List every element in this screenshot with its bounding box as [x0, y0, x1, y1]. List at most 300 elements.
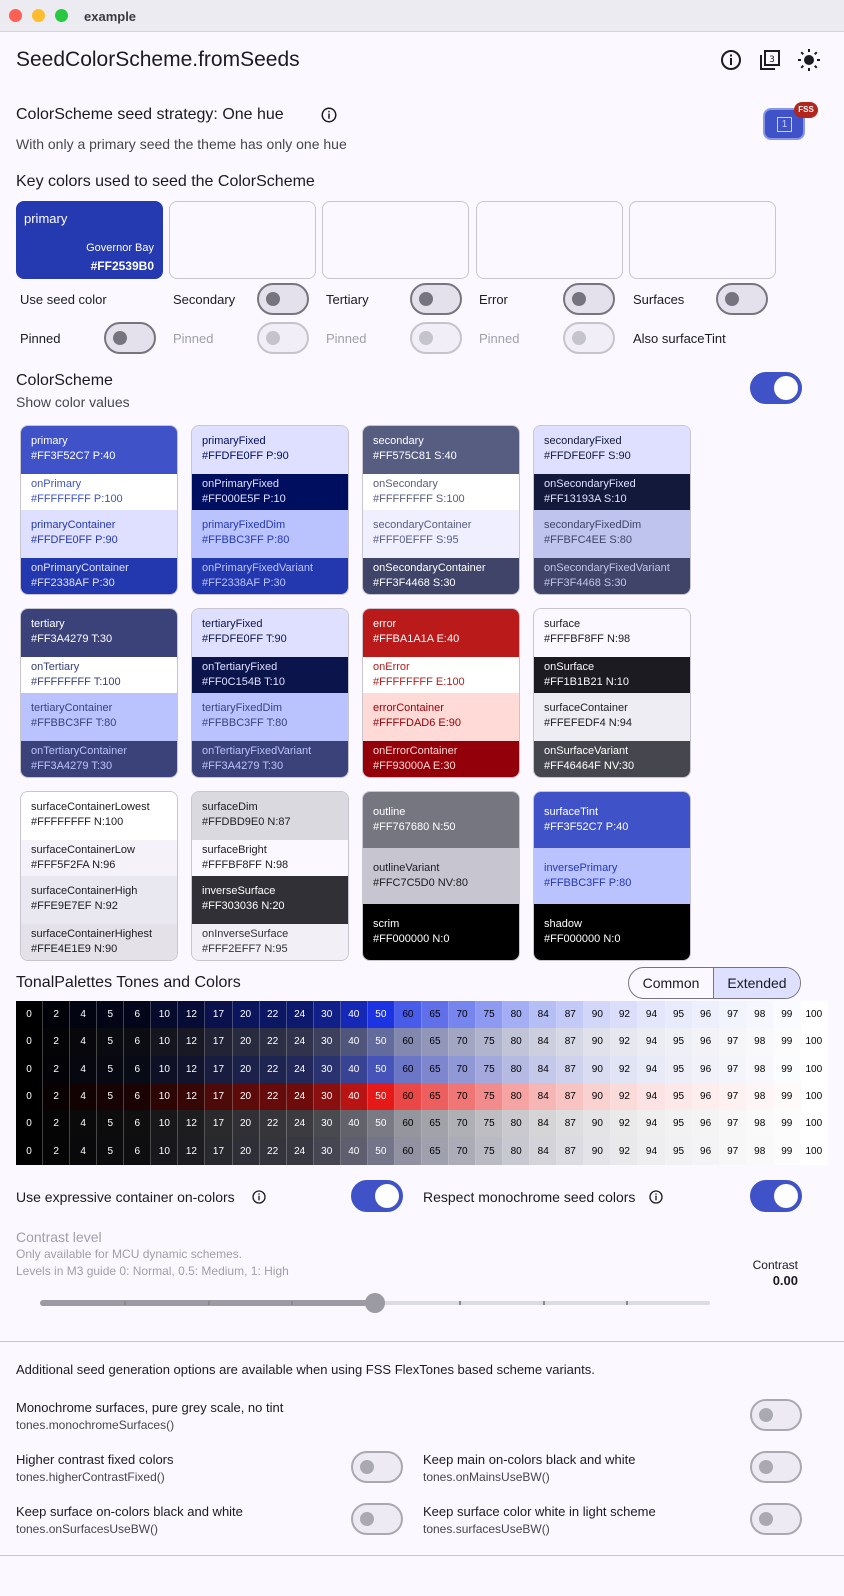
tone-cell[interactable]: 65 [422, 1056, 449, 1083]
tone-cell[interactable]: 98 [747, 1137, 774, 1164]
tone-cell[interactable]: 50 [368, 1137, 395, 1164]
tone-cell[interactable]: 4 [70, 1083, 97, 1110]
tone-cell[interactable]: 12 [178, 1028, 205, 1055]
tone-cell[interactable]: 60 [395, 1056, 422, 1083]
tone-cell[interactable]: 40 [341, 1056, 368, 1083]
tone-cell[interactable]: 4 [70, 1028, 97, 1055]
color-swatch-surfaceContainerHighest[interactable] [21, 924, 177, 961]
tone-cell[interactable]: 98 [747, 1110, 774, 1137]
tone-cell[interactable]: 75 [476, 1083, 503, 1110]
color-role-value: #FF000E5F P:10 [202, 493, 286, 505]
tone-cell[interactable]: 0 [16, 1110, 43, 1137]
color-swatch-secondaryFixedDim[interactable] [534, 510, 690, 558]
tone-cell[interactable]: 5 [97, 1056, 124, 1083]
color-role-value: #FF0C154B T:10 [202, 676, 285, 688]
tone-cell[interactable]: 87 [557, 1001, 584, 1028]
color-swatch-onInverseSurface[interactable] [192, 924, 348, 961]
tone-cell[interactable]: 96 [693, 1028, 720, 1055]
tone-cell[interactable]: 12 [178, 1056, 205, 1083]
tone-cell[interactable]: 98 [747, 1001, 774, 1028]
expressive-info-icon[interactable] [251, 1189, 267, 1205]
color-swatch-onSecondary[interactable] [363, 474, 519, 510]
contrast-slider-handle[interactable] [365, 1293, 385, 1313]
color-role-name: onPrimaryFixedVariant [202, 562, 314, 574]
color-role-name: surfaceTint [544, 806, 599, 818]
color-role-name: onError [373, 661, 410, 673]
tone-cell[interactable]: 95 [666, 1056, 693, 1083]
tone-cell[interactable]: 98 [747, 1028, 774, 1055]
tone-cell[interactable]: 70 [449, 1083, 476, 1110]
tone-cell[interactable]: 12 [178, 1001, 205, 1028]
color-swatch-surfaceDim[interactable] [192, 792, 348, 840]
tone-cell[interactable]: 90 [584, 1083, 611, 1110]
tone-cell[interactable]: 24 [287, 1083, 314, 1110]
tone-cell[interactable]: 0 [16, 1001, 43, 1028]
secondary-seed-toggle[interactable] [257, 283, 309, 315]
tone-cell[interactable]: 30 [314, 1056, 341, 1083]
tone-cell[interactable]: 20 [233, 1056, 260, 1083]
tone-cell[interactable]: 99 [774, 1001, 801, 1028]
tone-cell[interactable]: 10 [151, 1001, 178, 1028]
color-swatch-inverseSurface[interactable] [192, 876, 348, 924]
color-swatch-secondary[interactable] [363, 426, 519, 474]
tone-cell[interactable]: 6 [124, 1110, 151, 1137]
tone-cell[interactable]: 60 [395, 1110, 422, 1137]
color-role-value: #FFFFFFFF S:100 [373, 493, 465, 505]
tone-cell[interactable]: 5 [97, 1001, 124, 1028]
tone-cell[interactable]: 22 [260, 1056, 287, 1083]
color-swatch-onTertiary[interactable] [21, 657, 177, 693]
tone-cell[interactable]: 17 [205, 1028, 232, 1055]
tone-cell[interactable]: 10 [151, 1056, 178, 1083]
strategy-info-icon[interactable] [320, 106, 338, 124]
tone-cell[interactable]: 84 [530, 1028, 557, 1055]
tone-cell[interactable]: 94 [638, 1001, 665, 1028]
tone-cell[interactable]: 6 [124, 1056, 151, 1083]
tone-cell[interactable]: 22 [260, 1137, 287, 1164]
tone-cell[interactable]: 24 [287, 1110, 314, 1137]
tone-cell[interactable]: 4 [70, 1110, 97, 1137]
tone-cell[interactable]: 50 [368, 1028, 395, 1055]
color-role-value: #FFBBC3FF T:80 [202, 717, 288, 729]
color-swatch-surfaceContainer[interactable] [534, 693, 690, 741]
tone-cell[interactable]: 100 [801, 1001, 828, 1028]
tone-cell[interactable]: 96 [693, 1110, 720, 1137]
tone-cell[interactable]: 24 [287, 1028, 314, 1055]
tone-cell[interactable]: 95 [666, 1001, 693, 1028]
tone-cell[interactable]: 6 [124, 1137, 151, 1164]
error-key-color-card[interactable] [476, 201, 623, 279]
primary-key-color-card[interactable] [16, 201, 163, 279]
scheme-card-primaryFixed [191, 425, 349, 595]
tone-cell[interactable]: 95 [666, 1083, 693, 1110]
color-swatch-surfaceContainerLow[interactable] [21, 840, 177, 876]
tone-cell[interactable]: 2 [43, 1083, 70, 1110]
primary-pinned-toggle[interactable] [104, 322, 156, 354]
tone-cell[interactable]: 10 [151, 1028, 178, 1055]
tone-cell[interactable]: 22 [260, 1001, 287, 1028]
color-swatch-onSecondaryFixedVariant[interactable] [534, 558, 690, 595]
tone-cell[interactable]: 50 [368, 1110, 395, 1137]
tone-cell[interactable]: 84 [530, 1110, 557, 1137]
tone-cell[interactable]: 96 [693, 1056, 720, 1083]
tone-cell[interactable]: 97 [720, 1110, 747, 1137]
color-swatch-onPrimary[interactable] [21, 474, 177, 510]
tone-cell[interactable]: 87 [557, 1028, 584, 1055]
tone-cell[interactable]: 4 [70, 1001, 97, 1028]
minimize-window-button[interactable] [32, 9, 45, 22]
tone-cell[interactable]: 20 [233, 1028, 260, 1055]
key-color-name: primary [24, 211, 68, 226]
color-role-name: primaryContainer [31, 519, 116, 531]
tone-cell[interactable]: 2 [43, 1028, 70, 1055]
mains-bw-toggle[interactable] [750, 1451, 802, 1483]
tone-cell[interactable]: 84 [530, 1083, 557, 1110]
contrast-label: Contrast [752, 1258, 798, 1272]
tone-cell[interactable]: 97 [720, 1083, 747, 1110]
tone-cell[interactable]: 40 [341, 1137, 368, 1164]
tone-cell[interactable]: 20 [233, 1110, 260, 1137]
tone-cell[interactable]: 84 [530, 1001, 557, 1028]
color-swatch-primaryFixedDim[interactable] [192, 510, 348, 558]
tertiary-pinned-toggle[interactable] [410, 322, 462, 354]
tone-cell[interactable]: 80 [503, 1001, 530, 1028]
surfaces-bw-toggle[interactable] [351, 1503, 403, 1535]
tone-cell[interactable]: 30 [314, 1137, 341, 1164]
tone-cell[interactable]: 84 [530, 1137, 557, 1164]
tone-cell[interactable]: 22 [260, 1028, 287, 1055]
tone-cell[interactable]: 100 [801, 1083, 828, 1110]
surface-white-toggle[interactable] [750, 1503, 802, 1535]
tone-cell[interactable]: 99 [774, 1028, 801, 1055]
tone-cell[interactable]: 30 [314, 1083, 341, 1110]
show-color-values-label: Show color values [16, 394, 130, 410]
tone-cell[interactable]: 80 [503, 1137, 530, 1164]
expressive-on-colors-toggle[interactable] [351, 1180, 403, 1212]
tone-cell[interactable]: 90 [584, 1137, 611, 1164]
tone-cell[interactable]: 94 [638, 1056, 665, 1083]
tone-cell[interactable]: 96 [693, 1083, 720, 1110]
color-swatch-onError[interactable] [363, 657, 519, 693]
color-role-name: onTertiary [31, 661, 80, 673]
tone-cell[interactable]: 97 [720, 1137, 747, 1164]
contrast-desc-1: Only available for MCU dynamic schemes. [16, 1247, 243, 1261]
tone-cell[interactable]: 6 [124, 1083, 151, 1110]
color-role-name: onSecondaryContainer [373, 562, 486, 574]
color-role-value: #FF3F52C7 P:40 [31, 450, 116, 462]
tone-cell[interactable]: 60 [395, 1001, 422, 1028]
tone-cell[interactable]: 94 [638, 1083, 665, 1110]
color-swatch-scrim[interactable] [363, 904, 519, 961]
tone-cell[interactable]: 40 [341, 1028, 368, 1055]
monochrome-info-icon[interactable] [648, 1189, 664, 1205]
tone-cell[interactable]: 60 [395, 1028, 422, 1055]
color-swatch-onPrimaryFixed[interactable] [192, 474, 348, 510]
tone-cell[interactable]: 70 [449, 1001, 476, 1028]
tone-cell[interactable]: 30 [314, 1001, 341, 1028]
color-role-value: #FF000000 N:0 [544, 933, 621, 945]
color-role-name: inverseSurface [202, 885, 276, 897]
tone-cell[interactable]: 5 [97, 1110, 124, 1137]
color-swatch-tertiaryFixedDim[interactable] [192, 693, 348, 741]
tone-cell[interactable]: 99 [774, 1083, 801, 1110]
tone-cell[interactable]: 65 [422, 1028, 449, 1055]
tone-cell[interactable]: 92 [611, 1137, 638, 1164]
contrast-slider-tick [626, 1301, 628, 1305]
tone-cell[interactable]: 12 [178, 1083, 205, 1110]
tone-cell[interactable]: 6 [124, 1028, 151, 1055]
tone-cell[interactable]: 17 [205, 1001, 232, 1028]
tone-cell[interactable]: 80 [503, 1028, 530, 1055]
tone-cell[interactable]: 92 [611, 1110, 638, 1137]
tone-cell[interactable]: 90 [584, 1110, 611, 1137]
tone-cell[interactable]: 70 [449, 1110, 476, 1137]
tone-cell[interactable]: 70 [449, 1028, 476, 1055]
tone-cell[interactable]: 5 [97, 1083, 124, 1110]
tone-cell[interactable]: 4 [70, 1056, 97, 1083]
tone-cell[interactable]: 90 [584, 1001, 611, 1028]
higher-contrast-fixed-toggle[interactable] [351, 1451, 403, 1483]
tone-cell[interactable]: 94 [638, 1110, 665, 1137]
tone-cell[interactable]: 24 [287, 1137, 314, 1164]
tone-cell[interactable]: 60 [395, 1083, 422, 1110]
tone-cell[interactable]: 0 [16, 1083, 43, 1110]
tone-cell[interactable]: 94 [638, 1137, 665, 1164]
color-swatch-primary[interactable] [21, 426, 177, 474]
color-swatch-onSecondaryContainer[interactable] [363, 558, 519, 595]
color-role-name: surface [544, 618, 581, 630]
tone-cell[interactable]: 65 [422, 1001, 449, 1028]
tone-cell[interactable]: 6 [124, 1001, 151, 1028]
color-swatch-surface[interactable] [534, 609, 690, 657]
color-swatch-onPrimaryContainer[interactable] [21, 558, 177, 595]
tone-cell[interactable]: 60 [395, 1137, 422, 1164]
monochrome-seed-label: Respect monochrome seed colors [423, 1189, 636, 1205]
tone-cell[interactable]: 90 [584, 1056, 611, 1083]
tone-cell[interactable]: 70 [449, 1137, 476, 1164]
color-swatch-surfaceContainerHigh[interactable] [21, 876, 177, 924]
color-swatch-primaryFixed[interactable] [192, 426, 348, 474]
tertiary-key-color-card[interactable] [322, 201, 469, 279]
color-swatch-secondaryContainer[interactable] [363, 510, 519, 558]
tertiary-seed-toggle[interactable] [410, 283, 462, 315]
color-swatch-shadow[interactable] [534, 904, 690, 961]
tone-cell[interactable]: 95 [666, 1028, 693, 1055]
tone-cell[interactable]: 75 [476, 1056, 503, 1083]
tone-cell[interactable]: 80 [503, 1056, 530, 1083]
tone-cell[interactable]: 99 [774, 1110, 801, 1137]
tone-cell[interactable]: 2 [43, 1137, 70, 1164]
tone-cell[interactable]: 0 [16, 1056, 43, 1083]
common-segment[interactable]: Common [629, 968, 714, 998]
color-swatch-tertiary[interactable] [21, 609, 177, 657]
color-swatch-onErrorContainer[interactable] [363, 741, 519, 778]
tone-cell[interactable]: 100 [801, 1056, 828, 1083]
tone-cell[interactable]: 20 [233, 1083, 260, 1110]
tone-cell[interactable]: 50 [368, 1083, 395, 1110]
tone-cell[interactable]: 65 [422, 1137, 449, 1164]
tone-cell[interactable]: 99 [774, 1056, 801, 1083]
tone-cell[interactable]: 97 [720, 1056, 747, 1083]
expressive-on-colors-label: Use expressive container on-colors [16, 1189, 235, 1205]
color-role-value: #FF2338AF P:30 [202, 577, 286, 589]
tone-cell[interactable]: 50 [368, 1056, 395, 1083]
contrast-desc-2: Levels in M3 guide 0: Normal, 0.5: Medium, 1: High [16, 1264, 289, 1278]
color-role-value: #FFFBF8FF N:98 [544, 633, 631, 645]
copy-scheme-icon[interactable] [758, 48, 782, 72]
monochrome-seed-toggle[interactable] [750, 1180, 802, 1212]
tone-cell[interactable]: 96 [693, 1137, 720, 1164]
color-swatch-onTertiaryFixed[interactable] [192, 657, 348, 693]
color-swatch-onSurface[interactable] [534, 657, 690, 693]
tone-cell[interactable]: 95 [666, 1110, 693, 1137]
color-role-value: #FF3A4279 T:30 [202, 760, 284, 772]
tone-cell[interactable]: 100 [801, 1028, 828, 1055]
color-role-name: shadow [544, 918, 582, 930]
surfaces-seed-toggle[interactable] [716, 283, 768, 315]
tone-cell[interactable]: 40 [341, 1110, 368, 1137]
tone-cell[interactable]: 84 [530, 1056, 557, 1083]
tone-cell[interactable]: 92 [611, 1083, 638, 1110]
tone-cell[interactable]: 5 [97, 1137, 124, 1164]
tone-cell[interactable]: 75 [476, 1137, 503, 1164]
tone-cell[interactable]: 92 [611, 1056, 638, 1083]
color-swatch-onTertiaryContainer[interactable] [21, 741, 177, 778]
color-swatch-secondaryFixed[interactable] [534, 426, 690, 474]
tone-cell[interactable]: 20 [233, 1137, 260, 1164]
tone-cell[interactable]: 92 [611, 1001, 638, 1028]
tone-cell[interactable]: 24 [287, 1001, 314, 1028]
tone-cell[interactable]: 95 [666, 1137, 693, 1164]
tone-cell[interactable]: 87 [557, 1110, 584, 1137]
scheme-card-outline [362, 791, 520, 961]
tone-cell[interactable]: 17 [205, 1137, 232, 1164]
tone-cell[interactable]: 92 [611, 1028, 638, 1055]
error-pinned-toggle[interactable] [563, 322, 615, 354]
tone-cell[interactable]: 17 [205, 1110, 232, 1137]
color-role-name: tertiaryFixedDim [202, 702, 283, 714]
color-swatch-tertiaryFixed[interactable] [192, 609, 348, 657]
tone-cell[interactable]: 40 [341, 1001, 368, 1028]
color-swatch-onSurfaceVariant[interactable] [534, 741, 690, 778]
color-role-name: onTertiaryContainer [31, 745, 127, 757]
tone-cell[interactable]: 4 [70, 1137, 97, 1164]
tone-cell[interactable]: 2 [43, 1056, 70, 1083]
color-role-name: primaryFixed [202, 435, 266, 447]
color-role-value: #FF13193A S:10 [544, 493, 627, 505]
tone-cell[interactable]: 75 [476, 1110, 503, 1137]
tone-cell[interactable]: 97 [720, 1001, 747, 1028]
tone-cell[interactable]: 0 [16, 1028, 43, 1055]
color-swatch-onSecondaryFixed[interactable] [534, 474, 690, 510]
tone-cell[interactable]: 12 [178, 1137, 205, 1164]
tone-cell[interactable]: 22 [260, 1083, 287, 1110]
tone-cell[interactable]: 100 [801, 1137, 828, 1164]
tone-cell[interactable]: 96 [693, 1001, 720, 1028]
color-role-value: #FFDFE0FF S:90 [544, 450, 631, 462]
tone-cell[interactable]: 30 [314, 1110, 341, 1137]
secondary-key-color-card[interactable] [169, 201, 316, 279]
tone-cell[interactable]: 20 [233, 1001, 260, 1028]
tone-cell[interactable]: 2 [43, 1110, 70, 1137]
tonal-palette-row [16, 1083, 828, 1110]
color-role-value: #FF575C81 S:40 [373, 450, 457, 462]
secondary-pinned-toggle[interactable] [257, 322, 309, 354]
color-swatch-inversePrimary[interactable] [534, 848, 690, 904]
tone-cell[interactable]: 98 [747, 1056, 774, 1083]
tone-cell[interactable]: 22 [260, 1110, 287, 1137]
brightness-icon[interactable] [797, 48, 821, 72]
color-swatch-onTertiaryFixedVariant[interactable] [192, 741, 348, 778]
tone-cell[interactable]: 87 [557, 1056, 584, 1083]
color-swatch-surfaceBright[interactable] [192, 840, 348, 876]
tone-cell[interactable]: 87 [557, 1137, 584, 1164]
color-swatch-surfaceTint[interactable] [534, 792, 690, 848]
tone-cell[interactable]: 75 [476, 1001, 503, 1028]
tone-cell[interactable]: 70 [449, 1056, 476, 1083]
close-window-button[interactable] [9, 9, 22, 22]
zoom-window-button[interactable] [55, 9, 68, 22]
tone-cell[interactable]: 87 [557, 1083, 584, 1110]
error-seed-toggle[interactable] [563, 283, 615, 315]
info-icon[interactable] [719, 48, 743, 72]
tone-cell[interactable]: 65 [422, 1110, 449, 1137]
tone-cell[interactable]: 10 [151, 1110, 178, 1137]
mono-surfaces-toggle[interactable] [750, 1399, 802, 1431]
color-swatch-outline[interactable] [363, 792, 519, 848]
color-role-name: error [373, 618, 397, 630]
color-role-name: secondaryFixed [544, 435, 622, 447]
color-swatch-surfaceContainerLowest[interactable] [21, 792, 177, 840]
color-swatch-error[interactable] [363, 609, 519, 657]
tone-cell[interactable]: 100 [801, 1110, 828, 1137]
color-role-name: onTertiaryFixedVariant [202, 745, 312, 757]
tone-cell[interactable]: 98 [747, 1083, 774, 1110]
tone-cell[interactable]: 65 [422, 1083, 449, 1110]
tone-cell[interactable]: 12 [178, 1110, 205, 1137]
tone-cell[interactable]: 5 [97, 1028, 124, 1055]
surfaces-key-color-card[interactable] [629, 201, 776, 279]
tone-cell[interactable]: 40 [341, 1083, 368, 1110]
tone-cell[interactable]: 10 [151, 1137, 178, 1164]
tone-cell[interactable]: 17 [205, 1083, 232, 1110]
tone-cell[interactable]: 2 [43, 1001, 70, 1028]
tone-cell[interactable]: 97 [720, 1028, 747, 1055]
higher-contrast-fixed-title: Higher contrast fixed colors [16, 1452, 174, 1467]
tone-cell[interactable]: 94 [638, 1028, 665, 1055]
tone-cell[interactable]: 24 [287, 1056, 314, 1083]
tone-cell[interactable]: 90 [584, 1028, 611, 1055]
tone-cell[interactable]: 10 [151, 1083, 178, 1110]
color-swatch-primaryContainer[interactable] [21, 510, 177, 558]
color-swatch-errorContainer[interactable] [363, 693, 519, 741]
show-color-values-toggle[interactable] [750, 372, 802, 404]
tone-cell[interactable]: 75 [476, 1028, 503, 1055]
color-swatch-tertiaryContainer[interactable] [21, 693, 177, 741]
tone-cell[interactable]: 80 [503, 1083, 530, 1110]
tone-cell[interactable]: 50 [368, 1001, 395, 1028]
tone-cell[interactable]: 17 [205, 1056, 232, 1083]
extended-segment[interactable]: Extended [714, 968, 800, 998]
color-swatch-onPrimaryFixedVariant[interactable] [192, 558, 348, 595]
tone-cell[interactable]: 80 [503, 1110, 530, 1137]
primary-pinned-label: Pinned [20, 331, 61, 346]
tone-cell[interactable]: 0 [16, 1137, 43, 1164]
color-swatch-outlineVariant[interactable] [363, 848, 519, 904]
tone-cell[interactable]: 99 [774, 1137, 801, 1164]
tone-cell[interactable]: 30 [314, 1028, 341, 1055]
color-role-value: #FFDFE0FF T:90 [202, 633, 287, 645]
